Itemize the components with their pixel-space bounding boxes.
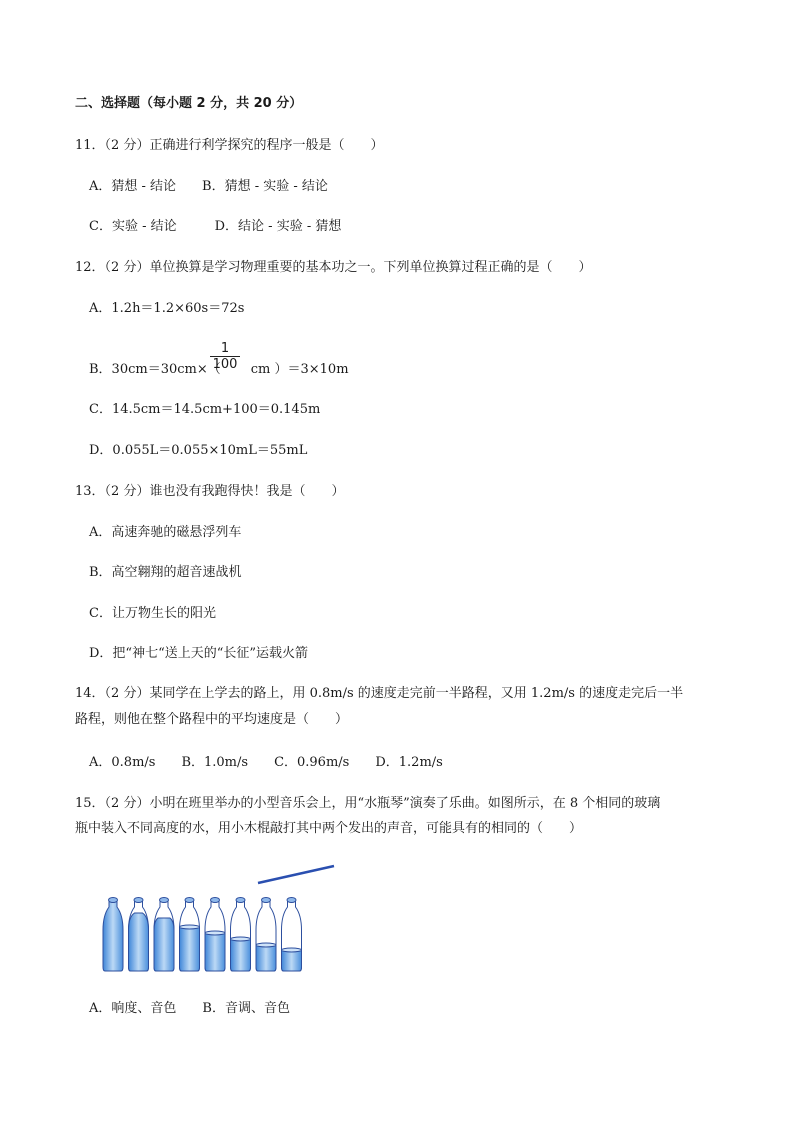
question-12-option-b-after: cm ）＝3×10m bbox=[250, 362, 349, 377]
question-12-option-a[interactable]: A．1.2h＝1.2×60s＝72s bbox=[89, 301, 245, 316]
question-14-option-d[interactable]: D．1.2m/s bbox=[375, 755, 443, 770]
question-13-stem: 13．（2 分）谁也没有我跑得快！我是（ ） bbox=[75, 484, 345, 499]
bottles-illustration-icon bbox=[95, 855, 355, 985]
question-13-option-d[interactable]: D．把“神七“送上天的“长征”运载火箭 bbox=[89, 646, 309, 661]
question-11-stem: 11．（2 分）正确进行利学探究的程序一般是（ ） bbox=[75, 138, 384, 153]
question-14-options-row bbox=[89, 755, 443, 771]
question-11-options-row-2 bbox=[89, 219, 341, 235]
question-11-option-a[interactable]: A．猜想 - 结论 bbox=[89, 179, 177, 194]
question-11-option-d[interactable]: D．结论 - 实验 - 猜想 bbox=[214, 219, 342, 234]
fraction-1-over-100 bbox=[210, 341, 240, 372]
question-11-option-c[interactable]: C．实验 - 结论 bbox=[89, 219, 177, 234]
question-14-option-a[interactable]: A．0.8m/s bbox=[89, 755, 156, 770]
question-13-option-b[interactable]: B．高空翱翔的超音速战机 bbox=[89, 565, 242, 580]
water-bottles-figure bbox=[95, 855, 355, 985]
question-14-stem-line-1: 14．（2 分）某同学在上学去的路上，用 0.8m/s 的速度走完前一半路程，又用 1.2m/s 的速度走完后一半 bbox=[75, 686, 684, 701]
question-12-option-b-text: B．30cm＝30cm×（ bbox=[89, 362, 221, 377]
fraction-numerator: 1 bbox=[210, 341, 240, 357]
question-11-options-row-1 bbox=[89, 179, 328, 195]
question-15-option-a[interactable]: A．响度、音色 bbox=[89, 1001, 177, 1016]
question-13-option-c[interactable]: C．让万物生长的阳光 bbox=[89, 606, 216, 621]
question-12-option-d[interactable]: D．0.055L＝0.055×10mL＝55mL bbox=[89, 443, 308, 458]
question-12-option-c[interactable]: C．14.5cm＝14.5cm+100＝0.145m bbox=[89, 402, 321, 417]
question-14-option-c[interactable]: C．0.96m/s bbox=[274, 755, 350, 770]
section-title: 二、选择题（每小题 2 分，共 20 分） bbox=[75, 96, 303, 111]
question-15-options-row bbox=[89, 1001, 290, 1017]
question-15-stem-line-2: 瓶中装入不同高度的水，用小木棍敲打其中两个发出的声音，可能具有的相同的（ ） bbox=[75, 821, 583, 836]
fraction-denominator: 100 bbox=[212, 357, 238, 372]
question-11-option-b[interactable]: B．猜想 - 实验 - 结论 bbox=[202, 179, 328, 194]
question-15-stem-line-1: 15．（2 分）小明在班里举办的小型音乐会上，用“水瓶琴”演奏了乐曲。如图所示，在 8 个相同的玻璃 bbox=[75, 796, 661, 811]
question-14-stem-line-2: 路程，则他在整个路程中的平均速度是（ ） bbox=[75, 712, 349, 727]
question-15-option-b[interactable]: B．音调、音色 bbox=[202, 1001, 290, 1016]
question-12-stem: 12．（2 分）单位换算是学习物理重要的基本功之一。下列单位换算过程正确的是（ ） bbox=[75, 260, 592, 275]
question-14-option-b[interactable]: B．1.0m/s bbox=[181, 755, 249, 770]
question-13-option-a[interactable]: A．高速奔驰的磁悬浮列车 bbox=[89, 525, 242, 540]
